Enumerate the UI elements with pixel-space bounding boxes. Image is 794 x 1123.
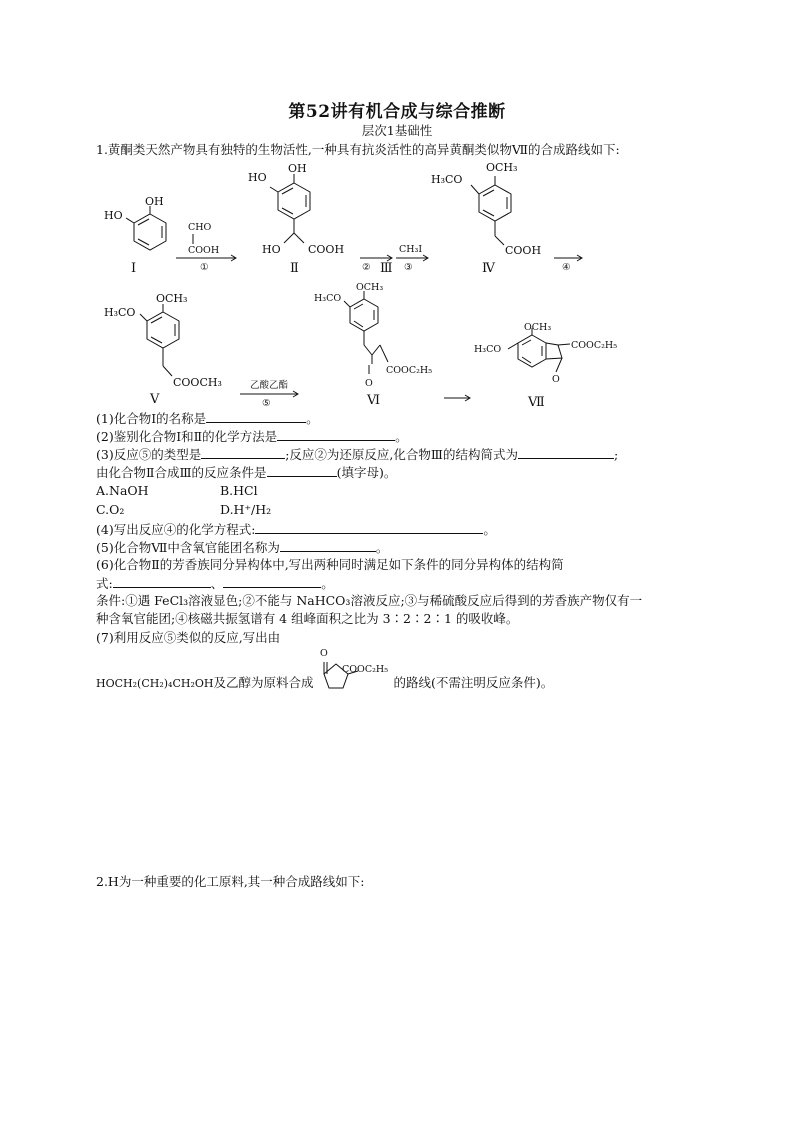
option-b: B.HCl	[220, 483, 258, 498]
compound-IV-structure	[471, 176, 511, 245]
q2-intro: 2.H为一种重要的化工原料,其一种合成路线如下:	[96, 874, 365, 889]
compound-I-oh-left: HO	[104, 209, 123, 222]
compound-I-structure	[126, 206, 166, 250]
question-6-answer: 式: 、 。	[96, 576, 334, 591]
section-subtitle: 层次1基础性	[361, 123, 433, 138]
option-d: D.H⁺/H₂	[220, 502, 272, 517]
question-5: (5)化合物Ⅶ中含氧官能团名称为 。	[96, 540, 389, 555]
answer-blank-2[interactable]	[277, 427, 395, 441]
compound-VII-och3-top: OCH₃	[524, 322, 552, 333]
compound-VI-label: Ⅵ	[367, 393, 381, 408]
step-5-label: ⑤	[262, 398, 271, 409]
step-3-label: ③	[404, 262, 413, 273]
intermediate-III-label: Ⅲ	[380, 261, 393, 276]
reagent-1-cooh: COOH	[188, 245, 220, 256]
answer-blank-3b[interactable]	[518, 445, 614, 459]
q7-target-structure	[310, 640, 400, 696]
answer-blank-5[interactable]	[280, 538, 376, 552]
compound-II-structure	[270, 174, 310, 243]
option-a: A.NaOH	[96, 483, 149, 498]
compound-II-oh-left: HO	[248, 171, 267, 184]
answer-blank-3c[interactable]	[267, 463, 337, 477]
reagent-3-ch3i: CH₃I	[399, 244, 423, 255]
compound-VI-och3-top: OCH₃	[356, 282, 384, 293]
compound-VI-side: COOC₂H₅	[386, 365, 433, 376]
answer-blank-1[interactable]	[206, 409, 306, 423]
compound-VII-och3-left: H₃CO	[474, 344, 502, 355]
option-c: C.O₂	[96, 502, 125, 517]
compound-VII-side: COOC₂H₅	[571, 340, 618, 351]
compound-VI-structure	[344, 291, 388, 374]
question-7: (7)利用反应⑤类似的反应,写出由	[96, 630, 281, 645]
compound-IV-side: COOH	[505, 244, 542, 257]
compound-VII-structure	[508, 328, 570, 372]
question-2: (2)鉴别化合物Ⅰ和Ⅱ的化学方法是 。	[96, 429, 408, 444]
question-4: (4)写出反应④的化学方程式: 。	[96, 522, 496, 537]
compound-V-och3-top: OCH₃	[156, 292, 188, 305]
compound-IV-och3-left: H₃CO	[431, 173, 463, 186]
step-4-label: ④	[562, 262, 571, 273]
question-6-conditions-2: 种含氧官能团;④核磁共振氢谱有 4 组峰面积之比为 3∶2∶2∶1 的吸收峰。	[96, 611, 519, 626]
reagent-5: 乙酸乙酯	[250, 380, 289, 391]
question-6: (6)化合物Ⅱ的芳香族同分异构体中,写出两种同时满足如下条件的同分异构体的结构简	[96, 557, 564, 572]
compound-V-och3-left: H₃CO	[104, 306, 136, 319]
compound-V-label: Ⅴ	[150, 392, 160, 407]
compound-I-label: Ⅰ	[131, 261, 137, 276]
compound-IV-label: Ⅳ	[482, 261, 495, 276]
answer-blank-6b[interactable]	[223, 574, 321, 588]
step-1-label: ①	[200, 262, 209, 273]
compound-VII-ketone: O	[552, 374, 560, 385]
answer-blank-4[interactable]	[255, 520, 483, 534]
page-title: 第52讲有机合成与综合推断	[288, 102, 506, 122]
q1-intro: 1.黄酮类天然产物具有独特的生物活性,一种具有抗炎活性的高异黄酮类似物Ⅶ的合成路线如下:	[96, 142, 620, 157]
question-6-conditions-1: 条件:①遇 FeCl₃溶液显色;②不能与 NaHCO₃溶液反应;③与稀硫酸反应后得到的芳香族产物仅有一	[96, 593, 643, 608]
compound-II-side-cooh: COOH	[308, 243, 345, 256]
q7-start-material: HOCH₂(CH₂)₄CH₂OH	[96, 677, 214, 690]
compound-I-oh-top: OH	[145, 195, 164, 208]
question-3a: (3)反应⑤的类型是 ;反应②为还原反应,化合物Ⅲ的结构简式为 ;	[96, 447, 619, 462]
question-7-route: HOCH₂(CH₂)₄CH₂OH及乙醇为原料合成 的路线(不需注明反应条件)。	[96, 675, 554, 690]
compound-II-oh-top: OH	[288, 162, 307, 175]
reagent-1-cho: CHO	[188, 222, 212, 233]
compound-VI-ketone: O	[365, 378, 373, 389]
compound-VI-och3-left: H₃CO	[314, 293, 342, 304]
compound-VII-label: Ⅶ	[528, 395, 545, 410]
step-2-label: ②	[362, 262, 371, 273]
question-1: (1)化合物Ⅰ的名称是 。	[96, 411, 319, 426]
synthesis-scheme	[0, 0, 794, 420]
compound-V-structure	[140, 304, 179, 376]
compound-II-label: Ⅱ	[290, 261, 299, 276]
answer-blank-3a[interactable]	[201, 445, 285, 459]
compound-IV-och3-top: OCH₃	[486, 161, 518, 174]
q7-target-ketone: O	[320, 648, 328, 659]
compound-II-side-ho: HO	[262, 243, 281, 256]
compound-V-side: COOCH₃	[173, 376, 222, 389]
q7-target-ester: COOC₂H₅	[342, 664, 389, 675]
question-3b: 由化合物Ⅱ合成Ⅲ的反应条件是 (填字母)。	[96, 465, 397, 480]
answer-blank-6a[interactable]	[113, 574, 211, 588]
